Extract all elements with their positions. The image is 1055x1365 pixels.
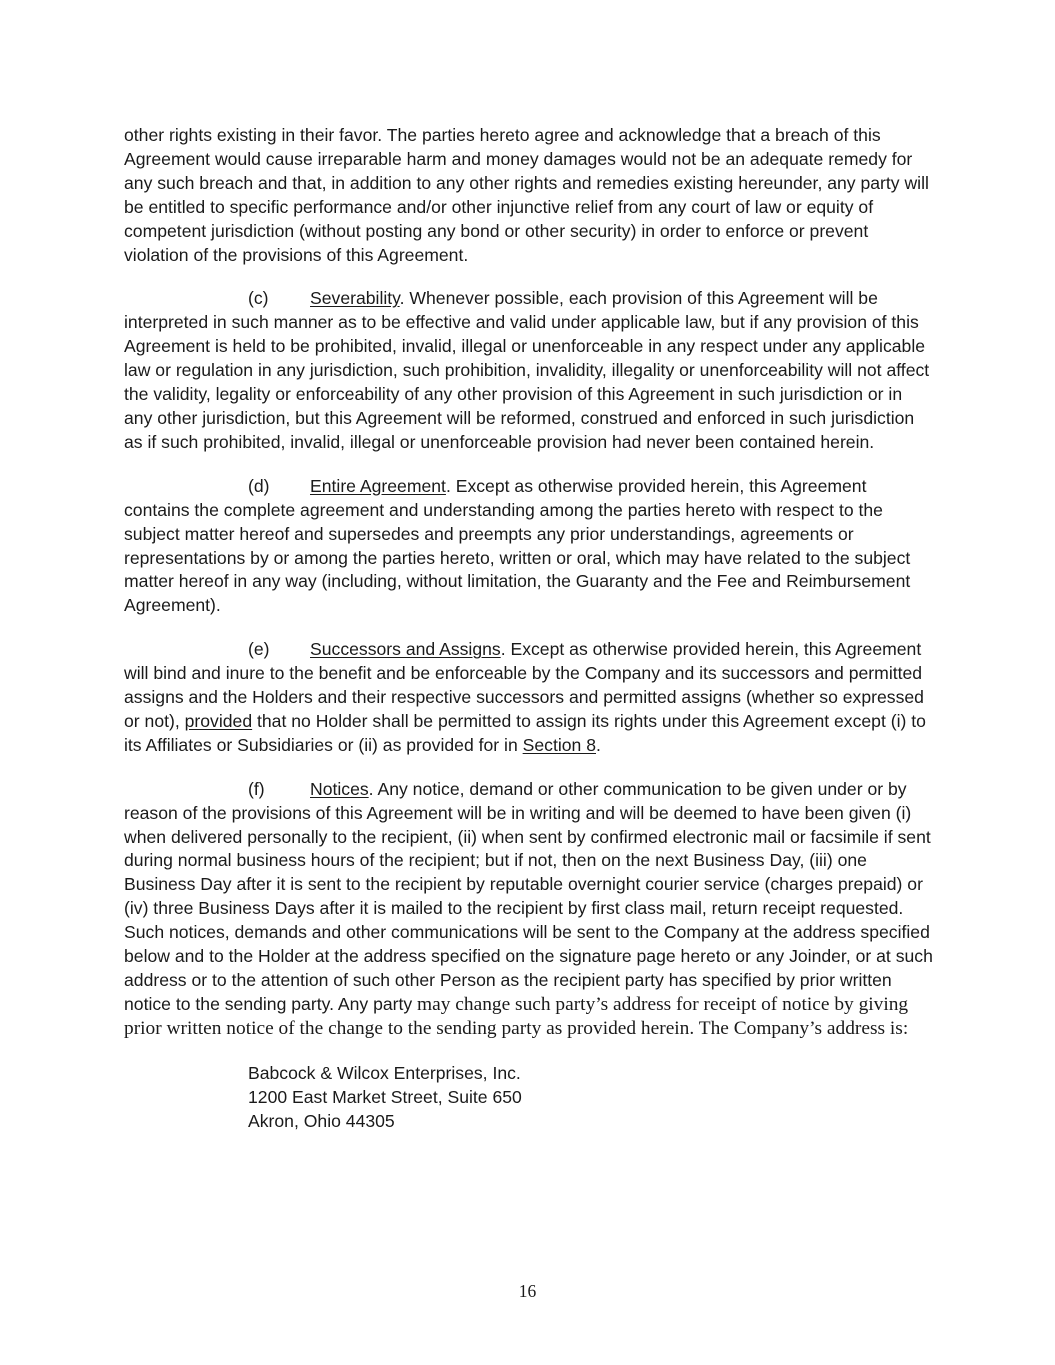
document-page: [124, 124, 934, 1133]
section-body: . Whenever possible, each provision of this Agreement will be interpreted in such manner as to be effective and valid under applicable law, but if any provision of this Agreement is held to be prohibited, invalid, illegal or unenforceable in any respect under any applicable law or regulation in any jurisdiction, such prohibition, invalidity, illegality or unenforceability will not affect the validity, legality or enforceability of any other provision of this Agreement in such jurisdiction or in any other jurisdiction, but this Agreement will be reformed, construed and enforced in such jurisdiction as if such prohibited, invalid, illegal or unenforceable provision had never been contained herein.: [124, 288, 930, 452]
section-body: that no Holder shall be permitted to assign its rights under this Agreement except (i) to its Affiliates or Subsidiaries or (ii) as provided for in: [124, 710, 926, 755]
paragraph-continuation: other rights existing in their favor. The parties hereto agree and acknowledge that a breach of this Agreement would cause irreparable harm and money damages would not be an adequate remedy for any such breach and that, in addition to any other rights and remedies existing hereunder, any party will be entitled to specific performance and/or other injunctive relief from any court of law or equity of competent jurisdiction (without posting any bond or other security) in order to enforce or prevent violation of the provisions of this Agreement.: [124, 125, 929, 265]
provided-term: provided: [184, 710, 253, 731]
section-body: . Except as otherwise provided herein, this Agreement contains the complete agreement and understanding among the parties hereto with respect to the subject matter hereof and supersedes and preempts any prior understandings, agreements or representations by or among the parties hereto, written or oral, which may have related to the subject matter hereof in any way (including, without limitation, the Guaranty and the Fee and Reimbursement Agreement).: [124, 475, 911, 616]
address-line-1: Babcock & Wilcox Enterprises, Inc.: [248, 1062, 521, 1083]
section-body-serif: may change such party’s address for receipt of notice by giving prior written notice of the change to the sending party as provided herein. The Company’s address is:: [124, 993, 909, 1039]
address-line-3: Akron, Ohio 44305: [248, 1110, 395, 1131]
section-e-successors: [124, 638, 934, 758]
section-heading: Entire Agreement: [310, 475, 446, 496]
page-number: 16: [518, 1281, 537, 1301]
section-heading: Notices: [310, 778, 369, 799]
section-heading: Successors and Assigns: [310, 639, 501, 660]
section-body: . Except as otherwise provided herein, this Agreement will bind and inure to the benefit and be enforceable by the Company and its successors and permitted assigns and the Holders and their respective successors and permitted assigns (whether so expressed or not),: [124, 639, 924, 731]
address-line-2: 1200 East Market Street, Suite 650: [248, 1086, 522, 1107]
section-heading: Severability: [310, 288, 400, 309]
section-body: .: [596, 734, 601, 755]
section-c-severability: [124, 287, 934, 454]
section-f-notices: [124, 778, 934, 1041]
section-body: . Any notice, demand or other communication to be given under or by reason of the provisions of this Agreement will be in writing and will be deemed to have been given (i) when delivered personally to the recipient, (ii) when sent by confirmed electronic mail or facsimile if sent during normal business hours of the recipient; but if not, then on the next Business Day, (iii) one Business Day after it is sent to the recipient by reputable overnight courier service (charges prepaid) or (iv) three Business Days after it is mailed to the recipient by first class mail, return receipt requested. Such notices, demands and other communications will be sent to the Company at the address specified below and to the Holder at the address specified on the signature page hereto or any Joinder, or at such address or to the attention of such other Person as the recipient party has specified by prior written notice to the sending party. Any party: [124, 778, 933, 1014]
company-address: [124, 1061, 934, 1133]
section-label: (e): [248, 639, 270, 660]
section-label: (c): [248, 288, 269, 309]
section-label: (d): [248, 475, 270, 496]
section-d-entire-agreement: [124, 475, 934, 618]
section-reference: Section 8: [522, 734, 596, 755]
section-label: (f): [248, 778, 265, 799]
